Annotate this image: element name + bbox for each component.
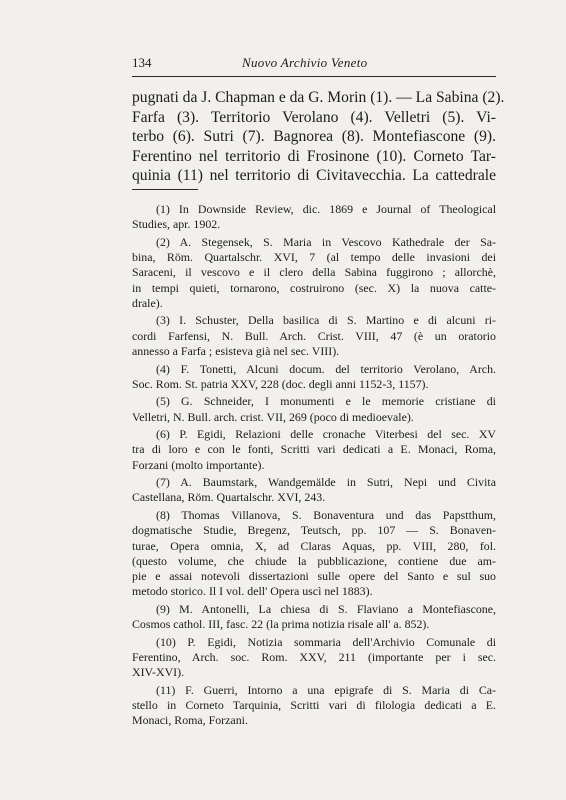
footnote: [132, 394, 496, 425]
body-line: pugnati da J. Chapman e da G. Morin (1). — La Sabina (2).: [132, 89, 505, 106]
footnote: [132, 235, 496, 311]
running-title: Nuovo Archivio Veneto: [242, 55, 368, 70]
body-line: Ferentino nel territorio di Frosinone (10). Corneto Tar-: [132, 147, 496, 165]
body-line: Farfa (3). Territorio Verolano (4). Velletri (5). Vi-: [132, 108, 496, 126]
footnotes: [132, 202, 496, 731]
footnote-line: drale).: [132, 295, 163, 310]
footnote-line: Soc. Rom. St. patria XXV, 228 (doc. degli anni 1152-3, 1157).: [132, 376, 429, 391]
page-header: [132, 55, 496, 73]
footnote-line: stello in Corneto Tarquinia, Scritti vari di filologia dedicati a E.: [132, 698, 496, 713]
footnote-line: bina, Röm. Quartalschr. XVI, 7 (al tempo delle invasioni dei: [132, 250, 496, 265]
footnote-line: (11) F. Guerri, Intorno a una epigrafe di S. Maria di Ca-: [156, 682, 496, 697]
footnote: [132, 475, 496, 506]
body-line: terbo (6). Sutri (7). Bagnorea (8). Montefiascone (9).: [132, 128, 496, 146]
footnote: [132, 362, 496, 393]
footnote-line: (3) I. Schuster, Della basilica di S. Martino e di alcuni ri-: [156, 313, 496, 328]
footnote-separator: [132, 189, 198, 190]
footnote-line: (8) Thomas Villanova, S. Bonaventura und das Papstthum,: [156, 507, 496, 522]
footnote-line: annesso a Farfa ; esisteva già nel sec. VIII).: [132, 344, 340, 359]
footnote-line: (6) P. Egidi, Relazioni delle cronache Viterbesi del sec. XV: [156, 427, 496, 442]
footnote-line: Forzani (molto importante).: [132, 457, 265, 472]
footnote: [132, 313, 496, 359]
footnote-line: (questo volume, che chiude la pubblicazione, contiene due am-: [132, 553, 496, 568]
footnote-line: (2) A. Stegensek, S. Maria in Vescovo Kathedrale der Sa-: [156, 234, 496, 249]
footnote-line: (7) A. Baumstark, Wandgemälde in Sutri, Nepi und Civita: [156, 475, 496, 490]
footnote-line: Monaci, Roma, Forzani.: [132, 713, 248, 728]
footnote-line: Studies, apr. 1902.: [132, 217, 221, 232]
footnote-line: Castellana, Röm. Quartalschr. XVI, 243.: [132, 490, 326, 505]
footnote-line: in tempi quieti, tornarono, costruirono (sec. X) la nuova catte-: [132, 280, 496, 295]
footnote: [132, 202, 496, 233]
footnote-line: (1) In Downside Review, dic. 1869 e Journal of Theological: [156, 202, 496, 216]
footnote-line: Cosmos cathol. III, fasc. 22 (la prima notizia risale all' a. 852).: [132, 617, 430, 632]
footnote: [132, 508, 496, 600]
footnote-line: XIV-XVI).: [132, 665, 185, 680]
footnote-line: (5) G. Schneider, I monumenti e le memorie cristiane di: [156, 394, 496, 409]
footnote: [132, 635, 496, 681]
footnote-line: tra di loro e con le fonti, Scritti vari dedicati a E. Monaci, Roma,: [132, 442, 496, 457]
footnote-line: Saraceni, il vescovo e il clero della Sabina fuggirono ; allorchè,: [132, 265, 496, 280]
footnote: [132, 683, 496, 729]
footnote-line: (9) M. Antonelli, La chiesa di S. Flaviano a Montefiascone,: [156, 601, 496, 616]
main-text: [132, 88, 505, 186]
footnote-line: (4) F. Tonetti, Alcuni docum. del territorio Verolano, Arch.: [156, 361, 496, 376]
footnote-line: cordi Farfensi, N. Bull. Arch. Crist. VIII, 47 (è un oratorio: [132, 328, 496, 343]
footnote-line: Velletri, N. Bull. arch. crist. VII, 269 (poco di medioevale).: [132, 409, 414, 424]
footnote: [132, 602, 496, 633]
footnote-line: Ferentino, Arch. soc. Rom. XXV, 211 (importante per i sec.: [132, 650, 496, 664]
footnote-line: turae, Opera omnia, X, ad Claras Aquas, pp. VIII, 280, fol.: [132, 538, 496, 553]
footnote-line: dogmatische Studie, Bregenz, Teutsch, pp. 107 — S. Bonaven-: [132, 523, 496, 538]
body-line: quinia (11) nel territorio di Civitavecchia. La cattedrale: [132, 167, 496, 185]
footnote-line: pie e assai notevoli dissertazioni sulle opere del Santo e sul suo: [132, 569, 496, 584]
footnote: [132, 427, 496, 473]
footnote-line: (10) P. Egidi, Notizia sommaria dell'Archivio Comunale di: [156, 634, 496, 649]
footnote-line: metodo storico. Il I vol. dell' Opera uscì nel 1883).: [132, 584, 373, 599]
page-number: 134: [132, 55, 152, 70]
header-rule: [132, 76, 496, 77]
